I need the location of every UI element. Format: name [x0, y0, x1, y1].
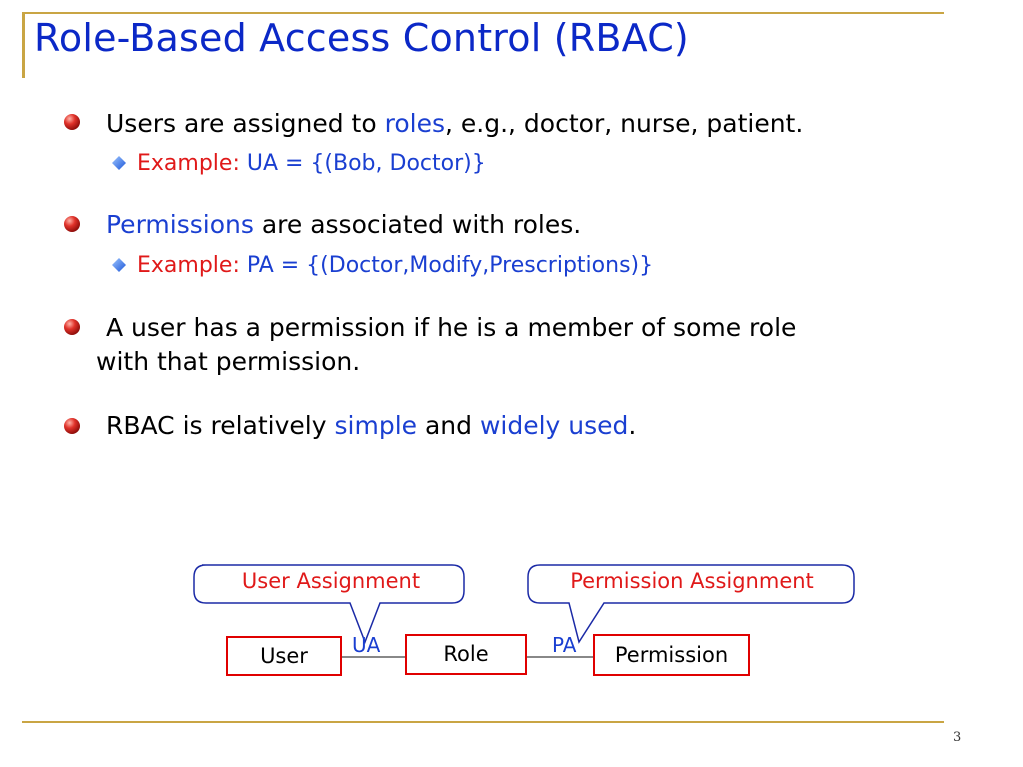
permission-box: Permission: [593, 634, 750, 676]
title-accent-bar: [22, 12, 25, 78]
example-1: Example: UA = {(Bob, Doctor)}: [137, 151, 486, 176]
page-number: 3: [953, 730, 962, 745]
diamond-bullet-icon: [112, 258, 126, 272]
ua-label: UA: [352, 633, 381, 657]
bullet-icon: [64, 216, 80, 232]
bullet-icon: [64, 418, 80, 434]
example-2: Example: PA = {(Doctor,Modify,Prescriptions)}: [137, 253, 654, 278]
bullet-3-line-1: A user has a permission if he is a member of some role: [106, 313, 797, 342]
role-box: Role: [405, 634, 527, 675]
highlight-roles: roles: [384, 109, 445, 138]
highlight-simple: simple: [334, 411, 418, 440]
permission-assignment-callout: Permission Assignment: [570, 569, 814, 593]
bullet-2-text: Permissions are associated with roles.: [106, 210, 582, 239]
bullet-icon: [64, 319, 80, 335]
highlight-permissions: Permissions: [106, 210, 254, 239]
user-assignment-callout: User Assignment: [241, 569, 421, 593]
diamond-bullet-icon: [112, 156, 126, 170]
footer-rule: [22, 721, 944, 723]
bullet-3-line-2: with that permission.: [96, 347, 361, 376]
highlight-widely-used: widely used: [479, 411, 629, 440]
bullet-4-text: RBAC is relatively simple and widely used.: [106, 411, 637, 440]
title-top-rule: [22, 12, 944, 14]
user-box: User: [226, 636, 342, 676]
slide-title: Role-Based Access Control (RBAC): [34, 16, 689, 60]
pa-label: PA: [552, 633, 577, 657]
bullet-icon: [64, 114, 80, 130]
bullet-1-text: Users are assigned to roles, e.g., doctor, nurse, patient.: [106, 109, 804, 138]
